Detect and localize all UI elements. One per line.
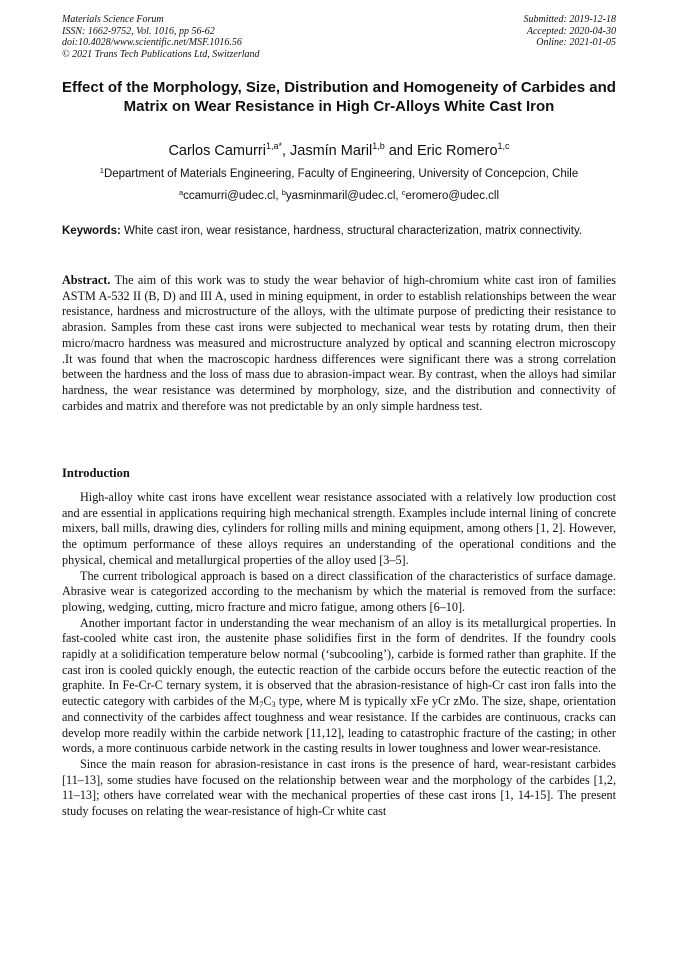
author-name: Eric Romero: [416, 143, 498, 159]
submission-dates: [524, 14, 617, 49]
author-name: Carlos Camurri: [168, 143, 266, 159]
doi-line: doi:10.4028/www.scientific.net/MSF.1016.56: [62, 37, 242, 48]
email-list: $^a$ccamurri@udec.cl, $^b$yasminmaril@udec.cl, $^c$eromero@udec.cll: [178, 188, 500, 202]
introduction-heading: Introduction: [62, 466, 130, 480]
author-superscript: 1,c: [497, 141, 510, 151]
paragraph: High-alloy white cast irons have excellent wear resistance associated with a relatively low production cost and are essential in applications requiring high mechanical strength. Examples include internal lining of concrete mixers, ball mills, drawing dies, cylinders for rolling mills and mining equipment, among others [1, 2]. However, the optimum performance of these alloys requires an understanding of the operational conditions and the physical, chemical and metallurgical properties of the alloy used [3–5].: [62, 490, 616, 567]
journal-name: Materials Science Forum: [62, 14, 164, 25]
email-address: yasminmaril@udec.cl: [285, 190, 396, 202]
author-name: Jasmín Maril: [290, 143, 373, 159]
affiliation-text: Department of Materials Engineering, Faculty of Engineering, University of Concepcion, Chile: [103, 168, 579, 180]
paper-title: Effect of the Morphology, Size, Distribution and Homogeneity of Carbides and Matrix on Wear Resistance in High Cr-Alloys White Cast Iron: [62, 79, 616, 115]
introduction-body: [62, 490, 616, 820]
affiliation: [62, 168, 616, 180]
abstract-text: The aim of this work was to study the wear behavior of high-chromium white cast iron of families ASTM A-532 II (B, D) and III A, used in mining equipment, in order to establish relationships between the wear resistance, hardness and microstructure of the alloys, with the ultimate purpose of predicting their resistance to abrasion. Samples from these cast irons were subjected to mechanical wear tests by rotating drum, then their micro/macro hardness was measured and microstructure analyzed by optical and scanning electron microscopy .It was found that when the macroscopic hardness differences were significant there was a strong correlation between the hardness and the loss of mass due to abrasion-impact wear. By contrast, when the alloys had similar hardness, the wear resistance was determined by morphology, size, and the distribution and connectivity of carbides and matrix and therefore was not predictable by an only simple hardness test.: [62, 273, 617, 413]
online-date: Online: 2021-01-05: [536, 37, 616, 48]
copyright-line: © 2021 Trans Tech Publications Ltd, Switzerland: [62, 48, 260, 60]
paragraph: The current tribological approach is based on a direct classification of the characteristics of surface damage. Abrasive wear is categorized according to the mechanism by which the material is removed from the surface: plowing, wedging, cutting, micro fracture and micro fatigue, among others [6–10].: [62, 568, 616, 614]
paragraph: Since the main reason for abrasion-resistance in cast irons is the presence of hard, wear-resistant carbides [11–13], some studies have focused on the relationship between wear and the morphology of the carbides [1,2, 11–13]; others have correlated wear with the mechanical properties of these cast irons [1, 14-15]. The present study focuses on relating the wear-resistance of high-Cr white cast: [62, 756, 616, 819]
paragraph: Another important factor in understanding the wear mechanism of an alloy is its metallurgical properties. In fast-cooled white cast iron, the austenite phase solidifies first in the form of dendrites. If the foundry cools rapidly at a solidification temperature below normal (‘subcooling’), carbide is formed rather than graphite. If the cast iron is cooled quickly enough, the eutectic reaction of the carbide occurs before the eutectic reaction of the graphite. In Fe-Cr-C ternary system, it is observed that the abrasion-resistance of high-Cr cast iron falls into the eutectic category with carbides of the $M_7C_3$ type, where M is typically xFe yCr zMo. The size, shape, orientation and connectivity of the carbides affect toughness and wear resistance. If the carbides are continuous, cracks can develop more readily within the carbide network [11,12], leading to catastrophic fracture of the casting; in other words, a more continuous carbide network in the casting results in lower toughness and lower wear-resistance.: [62, 615, 616, 756]
abstract: [62, 273, 616, 414]
issn-line: ISSN: 1662-9752, Vol. 1016, pp 56-62: [62, 25, 215, 37]
author-superscript: 1,b: [372, 141, 385, 151]
keywords-label: Keywords:: [62, 225, 121, 237]
keywords: [62, 224, 616, 238]
accepted-date: Accepted: 2020-04-30: [526, 25, 616, 37]
author-list: Carlos Camurri$^{1,a*}$, Jasmín Maril$^{1,b}$ and Eric Romero$^{1,c}$: [168, 141, 510, 159]
affiliation-superscript: 1: [99, 166, 104, 175]
email-address: eromero@udec.cll: [405, 190, 500, 202]
abstract-label: Abstract.: [62, 273, 111, 287]
author-superscript: 1,a*: [265, 141, 282, 151]
keywords-text: White cast iron, wear resistance, hardness, structural characterization, matrix connectivity.: [124, 225, 583, 237]
email-address: ccamurri@udec.cl: [183, 190, 276, 202]
submitted-date: Submitted: 2019-12-18: [523, 14, 616, 25]
journal-info: [62, 14, 260, 60]
